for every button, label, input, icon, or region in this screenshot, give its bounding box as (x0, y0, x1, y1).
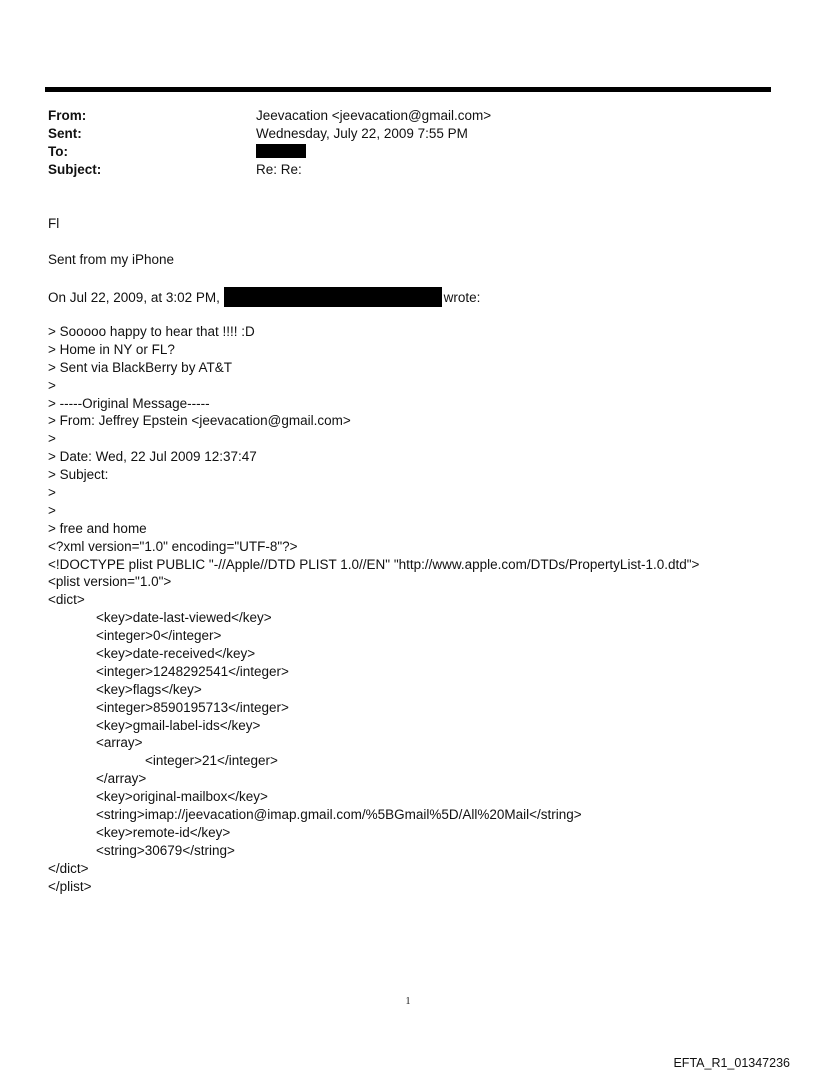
quoted-line: > From: Jeffrey Epstein <jeevacation@gmail.com> (48, 413, 351, 429)
plist-line: </dict> (48, 860, 89, 876)
quoted-line: > (48, 485, 56, 501)
body-line-1: Fl (48, 216, 60, 231)
subject-label: Subject: (48, 162, 102, 177)
plist-line: <key>original-mailbox</key> (96, 789, 268, 805)
quoted-line: > Subject: (48, 467, 109, 483)
sent-row (48, 125, 491, 143)
quoted-line: > (48, 431, 56, 447)
from-label: From: (48, 108, 87, 123)
subject-value: Re: Re: (256, 162, 302, 177)
quoted-line: > Sooooo happy to hear that !!!! :D (48, 324, 255, 339)
from-value: Jeevacation <jeevacation@gmail.com> (256, 108, 492, 123)
plist-line: <integer>1248292541</integer> (96, 663, 289, 679)
wrote-prefix: On Jul 22, 2009, at 3:02 PM, (48, 290, 220, 305)
quoted-line: > Sent via BlackBerry by AT&T (48, 359, 232, 375)
plist-line: <key>date-received</key> (96, 646, 256, 662)
plist-line: </plist> (48, 878, 92, 894)
document-id: EFTA_R1_01347236 (673, 1056, 790, 1070)
plist-line: <string>imap://jeevacation@imap.gmail.com/%5BGmail%5D/All%20Mail</string> (96, 807, 582, 823)
quoted-line: > free and home (48, 520, 147, 536)
plist-line: <key>remote-id</key> (96, 824, 231, 840)
wrote-suffix: wrote: (443, 290, 481, 305)
sent-value: Wednesday, July 22, 2009 7:55 PM (256, 126, 468, 141)
plist-line: <array> (96, 735, 143, 751)
quoted-line: > (48, 377, 56, 393)
from-row (48, 107, 491, 125)
plist-line: <integer>0</integer> (96, 628, 222, 644)
plist-line: <dict> (48, 592, 85, 608)
quoted-line: > (48, 502, 56, 518)
plist-line: </array> (96, 771, 147, 787)
redaction-box (256, 144, 306, 158)
plist-line: <key>flags</key> (96, 681, 202, 697)
to-label: To: (48, 144, 68, 159)
quoted-line: > -----Original Message----- (48, 395, 210, 411)
quoted-message (48, 323, 699, 896)
plist-line: <string>30679</string> (96, 842, 235, 858)
to-row (48, 143, 491, 161)
plist-line: <integer>8590195713</integer> (96, 699, 289, 715)
redaction-box (224, 287, 442, 307)
subject-row (48, 161, 491, 179)
header-rule (45, 87, 771, 92)
signature-line: Sent from my iPhone (48, 252, 175, 267)
quoted-line: > Home in NY or FL? (48, 341, 175, 357)
plist-line: <key>date-last-viewed</key> (96, 610, 272, 626)
wrote-line (48, 287, 480, 307)
plist-line: <plist version="1.0"> (48, 574, 172, 590)
plist-line: <?xml version="1.0" encoding="UTF-8"?> (48, 538, 298, 554)
page-number: 1 (405, 996, 411, 1007)
quoted-line: > Date: Wed, 22 Jul 2009 12:37:47 (48, 449, 257, 465)
plist-line: <key>gmail-label-ids</key> (96, 717, 261, 733)
sent-label: Sent: (48, 126, 82, 141)
plist-line: <!DOCTYPE plist PUBLIC "-//Apple//DTD PLIST 1.0//EN" "http://www.apple.com/DTDs/PropertyList-1.0.dtd"> (48, 556, 700, 572)
to-value (256, 143, 491, 161)
email-header (48, 107, 491, 179)
plist-line: <integer>21</integer> (145, 753, 278, 769)
